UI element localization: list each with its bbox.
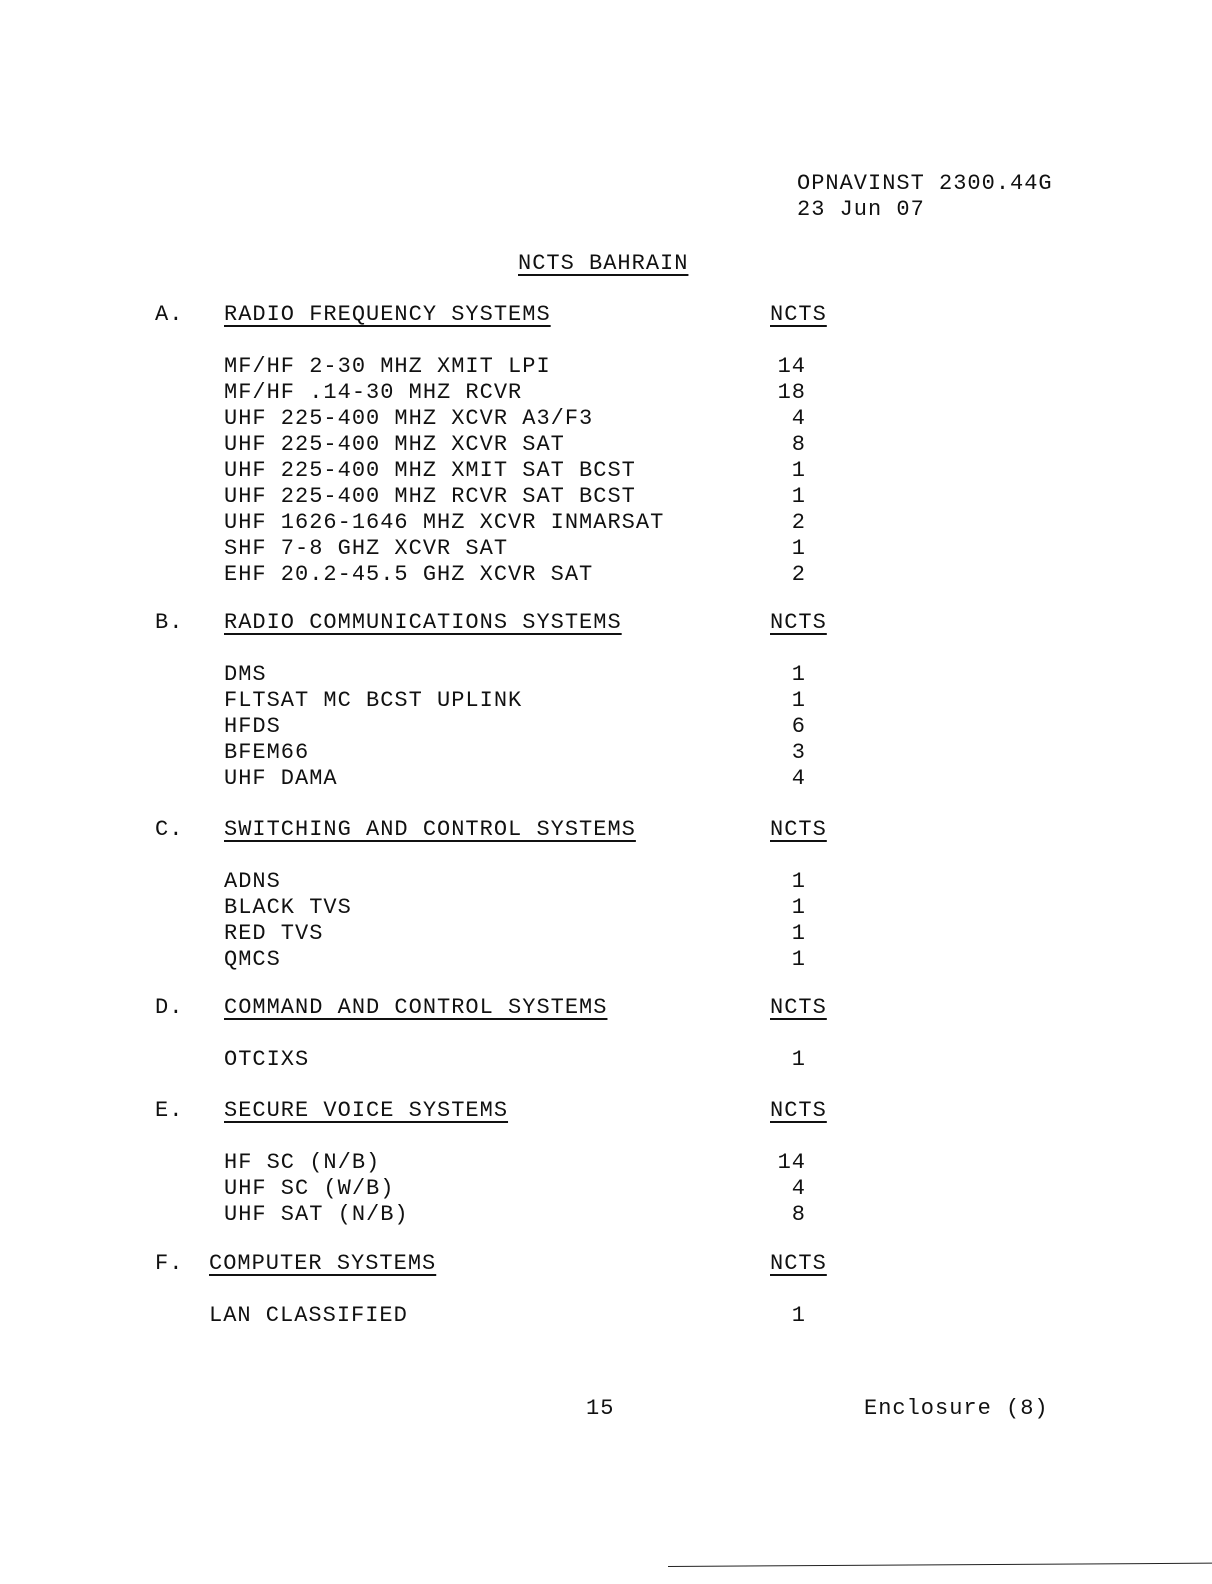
system-count: 6 bbox=[791, 714, 806, 739]
list-item bbox=[224, 432, 824, 458]
system-name: SHF 7-8 GHZ XCVR SAT bbox=[224, 536, 509, 561]
column-header: NCTS bbox=[770, 610, 827, 635]
system-name: UHF 225-400 MHZ XCVR SAT bbox=[224, 432, 565, 457]
list-item bbox=[224, 354, 824, 380]
list-item bbox=[224, 869, 824, 895]
system-name: MF/HF 2-30 MHZ XMIT LPI bbox=[224, 354, 551, 379]
document-date: 23 Jun 07 bbox=[797, 197, 925, 222]
system-name: UHF SC (W/B) bbox=[224, 1176, 395, 1201]
system-count: 4 bbox=[791, 766, 806, 791]
system-count: 1 bbox=[791, 458, 806, 483]
column-header: NCTS bbox=[770, 1251, 827, 1276]
system-count: 1 bbox=[791, 1047, 806, 1072]
system-count: 1 bbox=[791, 1303, 806, 1328]
system-name: UHF 225-400 MHZ RCVR SAT BCST bbox=[224, 484, 636, 509]
system-name: UHF SAT (N/B) bbox=[224, 1202, 409, 1227]
system-count: 8 bbox=[791, 1202, 806, 1227]
list-item bbox=[224, 1176, 824, 1202]
system-name: UHF 225-400 MHZ XMIT SAT BCST bbox=[224, 458, 636, 483]
scan-edge-line bbox=[668, 1563, 1212, 1567]
list-item bbox=[224, 510, 824, 536]
system-name: OTCIXS bbox=[224, 1047, 310, 1072]
section-heading: COMMAND AND CONTROL SYSTEMS bbox=[224, 995, 608, 1020]
section-letter: A. bbox=[155, 302, 184, 327]
list-item bbox=[224, 380, 824, 406]
system-count: 2 bbox=[791, 562, 806, 587]
list-item bbox=[224, 406, 824, 432]
system-name: BLACK TVS bbox=[224, 895, 352, 920]
system-name: UHF DAMA bbox=[224, 766, 338, 791]
section-heading: SECURE VOICE SYSTEMS bbox=[224, 1098, 509, 1123]
list-item bbox=[224, 688, 824, 714]
system-name: EHF 20.2-45.5 GHZ XCVR SAT bbox=[224, 562, 594, 587]
section-heading: SWITCHING AND CONTROL SYSTEMS bbox=[224, 817, 636, 842]
system-count: 1 bbox=[791, 869, 806, 894]
list-item bbox=[224, 714, 824, 740]
system-count: 1 bbox=[791, 688, 806, 713]
column-header: NCTS bbox=[770, 302, 827, 327]
list-item bbox=[224, 947, 824, 973]
system-name: QMCS bbox=[224, 947, 281, 972]
section-rows bbox=[209, 1303, 809, 1329]
system-count: 1 bbox=[791, 921, 806, 946]
system-count: 1 bbox=[791, 536, 806, 561]
system-count: 14 bbox=[777, 354, 806, 379]
section-rows bbox=[224, 354, 824, 588]
section-letter: F. bbox=[155, 1251, 184, 1276]
list-item bbox=[224, 740, 824, 766]
list-item bbox=[224, 458, 824, 484]
system-name: HFDS bbox=[224, 714, 281, 739]
list-item bbox=[224, 895, 824, 921]
system-count: 18 bbox=[777, 380, 806, 405]
section-letter: C. bbox=[155, 817, 184, 842]
column-header: NCTS bbox=[770, 1098, 827, 1123]
system-count: 3 bbox=[791, 740, 806, 765]
system-name: UHF 1626-1646 MHZ XCVR INMARSAT bbox=[224, 510, 665, 535]
list-item bbox=[224, 662, 824, 688]
list-item bbox=[224, 484, 824, 510]
system-count: 8 bbox=[791, 432, 806, 457]
list-item bbox=[224, 562, 824, 588]
section-heading: RADIO FREQUENCY SYSTEMS bbox=[224, 302, 551, 327]
section-rows bbox=[224, 662, 824, 792]
system-count: 1 bbox=[791, 947, 806, 972]
list-item bbox=[224, 921, 824, 947]
document-number: OPNAVINST 2300.44G bbox=[797, 171, 1053, 196]
page-title: NCTS BAHRAIN bbox=[518, 251, 689, 276]
system-count: 4 bbox=[791, 1176, 806, 1201]
system-name: ADNS bbox=[224, 869, 281, 894]
system-count: 1 bbox=[791, 484, 806, 509]
enclosure-label: Enclosure (8) bbox=[864, 1396, 1049, 1421]
column-header: NCTS bbox=[770, 995, 827, 1020]
system-name: MF/HF .14-30 MHZ RCVR bbox=[224, 380, 523, 405]
system-name: BFEM66 bbox=[224, 740, 310, 765]
system-count: 1 bbox=[791, 662, 806, 687]
list-item bbox=[224, 536, 824, 562]
section-heading: RADIO COMMUNICATIONS SYSTEMS bbox=[224, 610, 622, 635]
section-rows bbox=[224, 1150, 824, 1228]
section-rows bbox=[224, 869, 824, 973]
system-count: 2 bbox=[791, 510, 806, 535]
list-item bbox=[209, 1303, 809, 1329]
section-letter: D. bbox=[155, 995, 184, 1020]
system-count: 1 bbox=[791, 895, 806, 920]
list-item bbox=[224, 1202, 824, 1228]
list-item bbox=[224, 766, 824, 792]
section-rows bbox=[224, 1047, 824, 1073]
section-letter: E. bbox=[155, 1098, 184, 1123]
system-name: FLTSAT MC BCST UPLINK bbox=[224, 688, 523, 713]
system-name: DMS bbox=[224, 662, 267, 687]
system-count: 14 bbox=[777, 1150, 806, 1175]
section-letter: B. bbox=[155, 610, 184, 635]
section-heading: COMPUTER SYSTEMS bbox=[209, 1251, 437, 1276]
system-name: RED TVS bbox=[224, 921, 324, 946]
system-name: HF SC (N/B) bbox=[224, 1150, 381, 1175]
list-item bbox=[224, 1150, 824, 1176]
system-name: LAN CLASSIFIED bbox=[209, 1303, 408, 1328]
list-item bbox=[224, 1047, 824, 1073]
system-count: 4 bbox=[791, 406, 806, 431]
system-name: UHF 225-400 MHZ XCVR A3/F3 bbox=[224, 406, 594, 431]
page-number: 15 bbox=[586, 1396, 615, 1421]
column-header: NCTS bbox=[770, 817, 827, 842]
